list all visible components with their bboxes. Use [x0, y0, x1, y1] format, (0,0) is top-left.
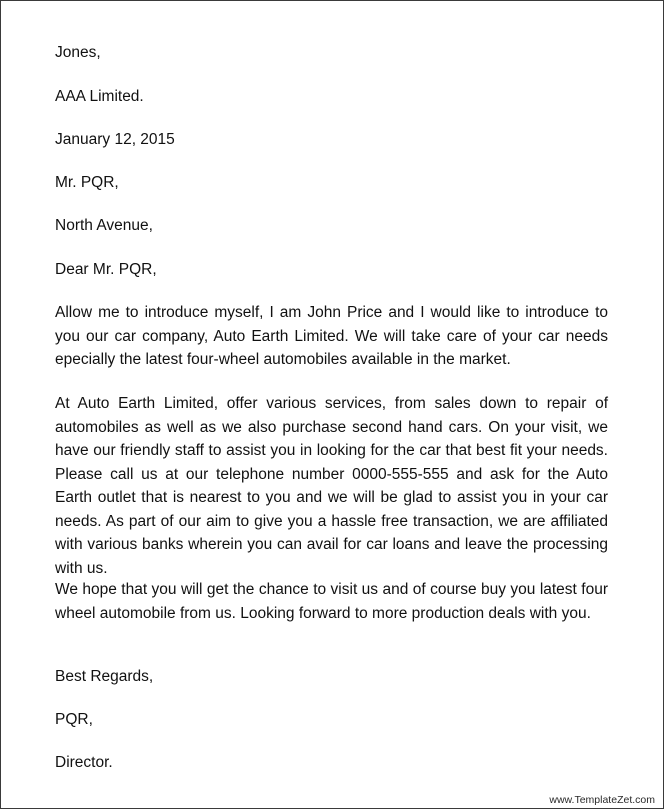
watermark-text: www.TemplateZet.com: [546, 794, 658, 806]
body-paragraph-services: At Auto Earth Limited, offer various services, from sales down to repair of automobiles as well as we also purchase second hand cars. On your visit, we have our friendly staff to assist you in looking for the car that best fit your needs. Please call us at our telephone number 0000-555-555 and ask for the Auto Earth outlet that is nearest to you and we will be glad to assist you in your car needs. As part of our aim to give you a hassle free transaction, we are affiliated with various banks wherein you can avail for car loans and leave the processing with us.: [55, 395, 608, 577]
letter-date: January 12, 2015: [55, 131, 175, 148]
sender-company: AAA Limited.: [55, 88, 144, 105]
body-paragraph-intro: Allow me to introduce myself, I am John Price and I would like to introduce to you our car company, Auto Earth Limited. We will take care of your car needs epecially the latest four-wheel automobiles available in the market.: [55, 304, 608, 368]
sender-name: Jones,: [55, 44, 101, 61]
closing-line: Best Regards,: [55, 668, 154, 685]
recipient-name: Mr. PQR,: [55, 174, 119, 191]
signature-title: Director.: [55, 754, 113, 771]
signature-name: PQR,: [55, 711, 93, 728]
recipient-address: North Avenue,: [55, 217, 153, 234]
body-paragraph-closing: We hope that you will get the chance to visit us and of course buy you latest four wheel automobile from us. Looking forward to more production deals with you.: [55, 581, 608, 622]
salutation: Dear Mr. PQR,: [55, 261, 157, 278]
